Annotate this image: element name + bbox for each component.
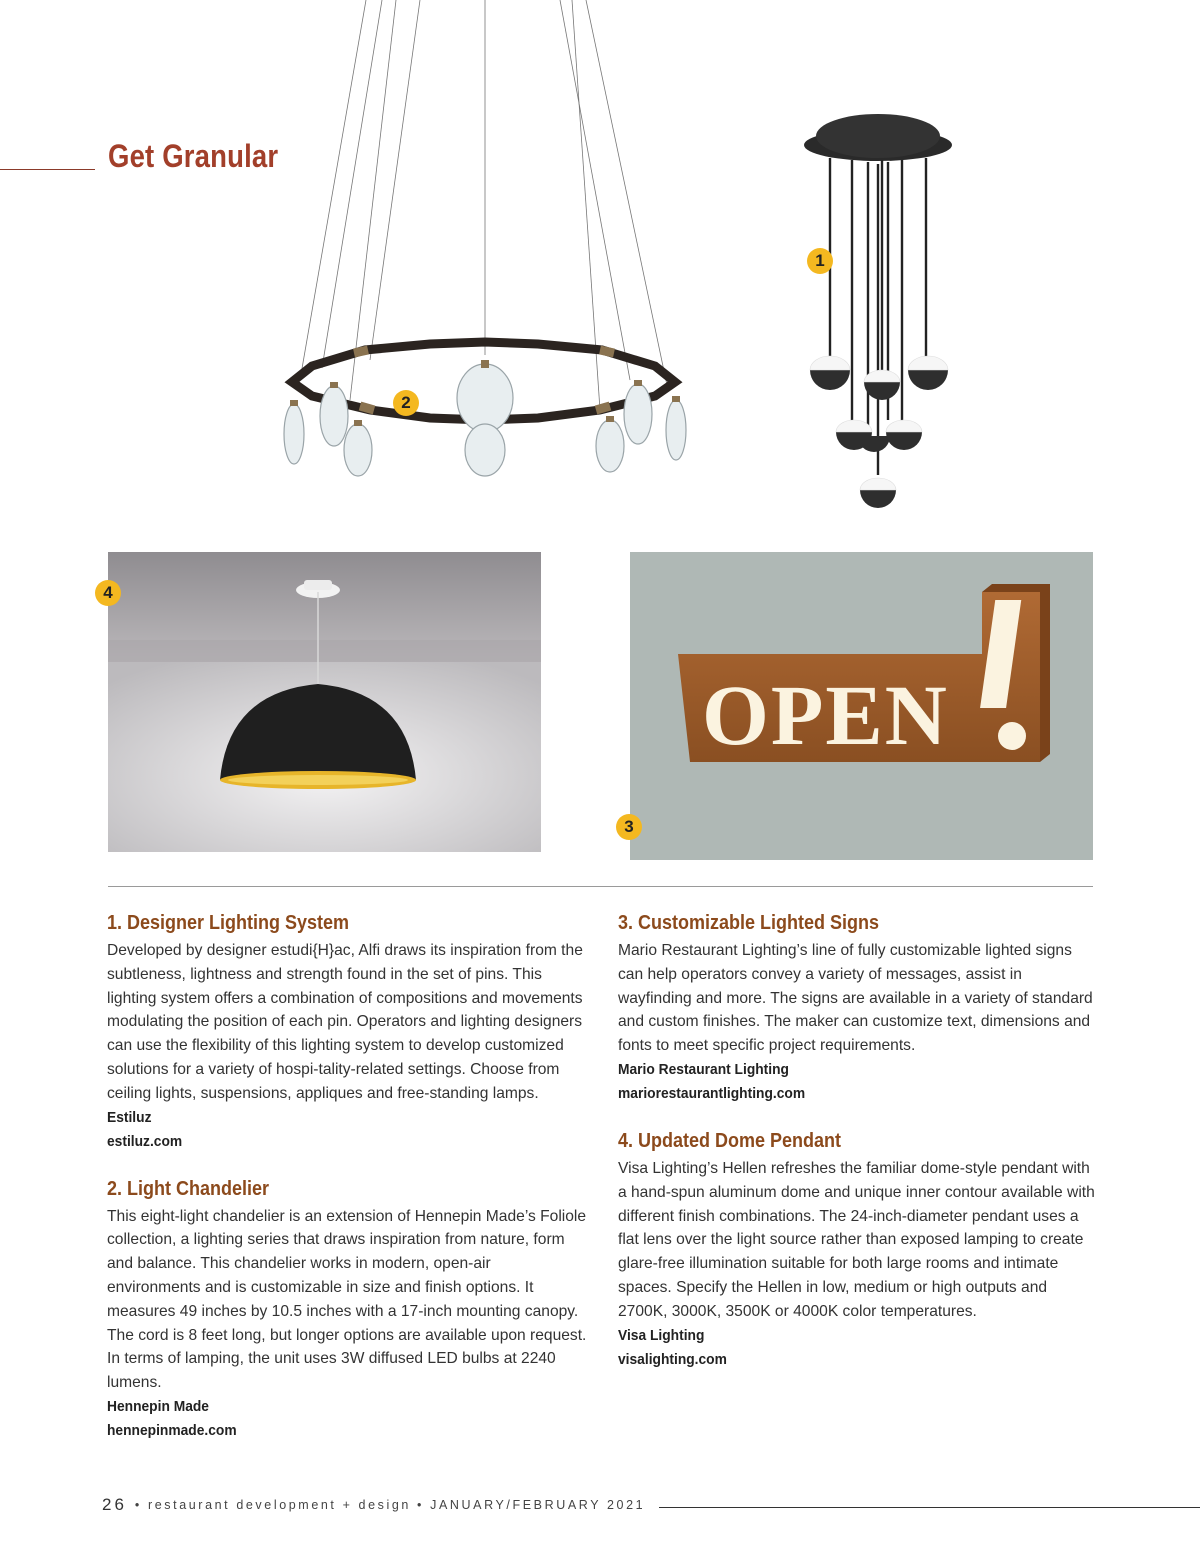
chandelier-image	[270, 0, 700, 500]
item-heading: 4. Updated Dome Pendant	[618, 1129, 842, 1152]
item-description: Developed by designer estudi{H}ac, Alfi draws its inspiration from the subtleness, lightness and strength found in the set of pins. This lighting system offers a combination of compositions and movements modulating the position of each pin. Operators and lighting designers can use the flexibility of this lighting system to develop customized solutions for a variety of hospi-tality-related settings. Choose from ceiling lights, suspensions, appliques and free-standing lamps.	[107, 942, 583, 1102]
item-1-badge: 1	[807, 248, 833, 274]
cluster-pendant-image	[790, 100, 970, 520]
section-rule	[0, 169, 95, 170]
item-url: visalighting.com	[618, 1350, 727, 1368]
section-title: Get Granular	[108, 138, 279, 174]
item-heading: 2. Light Chandelier	[107, 1177, 270, 1200]
item-description: This eight-light chandelier is an extension of Hennepin Made’s Foliole collection, a lighting series that draws inspiration from nature, form and balance. This chandelier works in modern, open-air environments and is customizable in size and finish options. It measures 49 inches by 10.5 inches with a 17-inch mounting canopy. The cord is 8 feet long, but longer options are available upon request. In terms of lamping, the unit uses 3W diffused LED bulbs at 2240 lumens.	[107, 1207, 587, 1392]
item-maker: Hennepin Made	[107, 1397, 209, 1415]
item-heading: 3. Customizable Lighted Signs	[618, 912, 880, 934]
content-divider	[108, 886, 1093, 887]
item-3-badge: 3	[616, 814, 642, 840]
left-column	[107, 910, 587, 1465]
item-url: estiluz.com	[107, 1132, 183, 1150]
page-footer	[102, 1492, 1200, 1518]
item-url: hennepinmade.com	[107, 1421, 237, 1439]
page-number: 26	[102, 1495, 127, 1514]
product-item	[107, 910, 587, 1154]
item-4-badge: 4	[95, 580, 121, 606]
right-column	[618, 910, 1098, 1394]
item-description: Mario Restaurant Lighting’s line of fully customizable lighted signs can help operators convey a variety of messages, assist in wayfinding and more. The signs are available in a variety of standard and custom finishes. The maker can customize text, dimensions and fonts to meet specific project requirements.	[618, 942, 1093, 1055]
item-2-badge: 2	[393, 390, 419, 416]
item-description: Visa Lighting’s Hellen refreshes the familiar dome-style pendant with a hand-spun aluminum dome and unique inner contour available with different finish combinations. The 24-inch-diameter pendant uses a flat lens over the light source rather than exposed lamping to create glare-free illumination suitable for both large rooms and intimate spaces. Specify the Hellen in low, medium or high outputs and 2700K, 3000K, 3500K or 4000K color temperatures.	[618, 1159, 1095, 1320]
item-maker: Visa Lighting	[618, 1326, 705, 1344]
footer-rule	[659, 1507, 1200, 1508]
product-item	[107, 1176, 587, 1443]
dome-pendant-image	[108, 552, 541, 852]
item-maker: Estiluz	[107, 1108, 152, 1126]
product-item	[618, 1128, 1098, 1372]
open-sign-text: OPEN	[702, 667, 949, 763]
product-item	[618, 910, 1098, 1106]
open-sign-image	[630, 552, 1093, 860]
item-url: mariorestaurantlighting.com	[618, 1084, 806, 1102]
item-maker: Mario Restaurant Lighting	[618, 1060, 789, 1078]
publication-line: • restaurant development + design • JANUARY/FEBRUARY 2021	[134, 1498, 646, 1512]
item-heading: 1. Designer Lighting System	[107, 912, 350, 934]
